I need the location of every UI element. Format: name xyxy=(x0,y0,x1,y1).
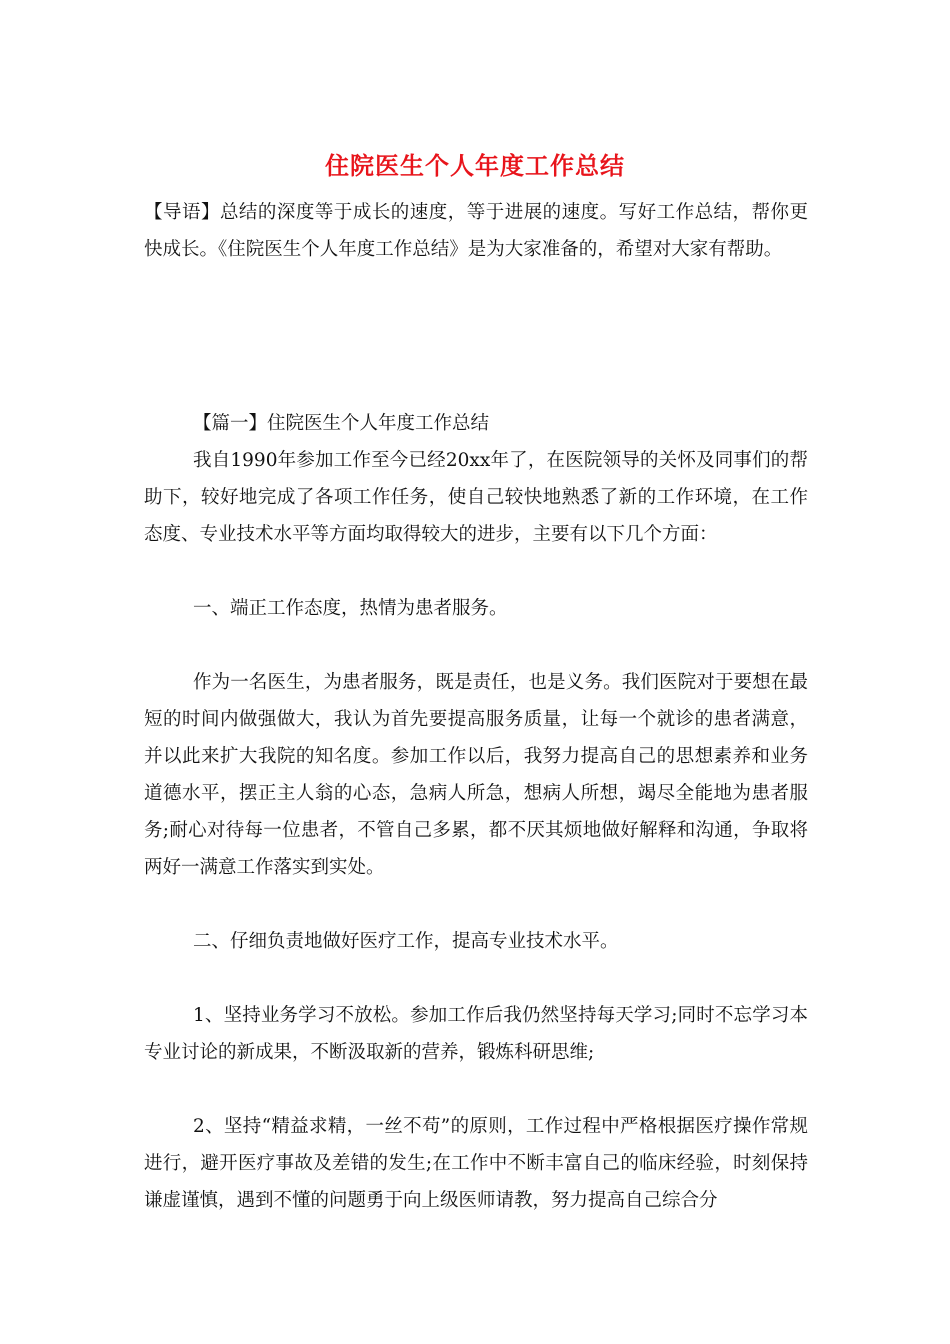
paragraph-spacer xyxy=(144,886,808,923)
paragraph-spacer xyxy=(144,960,808,997)
paragraph-spacer xyxy=(144,627,808,664)
chapter-heading: 【篇一】住院医生个人年度工作总结 xyxy=(193,413,490,434)
body-paragraph: 作为一名医生，为患者服务，既是责任，也是义务。我们医院对于要想在最短的时间内做强做大，我认为首先要提高服务质量，让每一个就诊的患者满意，并以此来扩大我院的知名度。参加工作以后，我努力提高自己的思想素养和业务道德水平，摆正主人翁的心态，急病人所急，想病人所想，竭尽全能地为患者服务;耐心对待每一位患者，不管自己多累，都不厌其烦地做好解释和沟通，争取将两好一满意工作落实到实处。 xyxy=(144,672,808,878)
intro-paragraph: 【导语】总结的深度等于成长的速度，等于进展的速度。写好工作总结，帮你更快成长。《住院医生个人年度工作总结》是为大家准备的，希望对大家有帮助。 xyxy=(144,202,808,260)
body-paragraph: 2、坚持“精益求精，一丝不苟”的原则，工作过程中严格根据医疗操作常规进行，避开医疗事故及差错的发生;在工作中不断丰富自己的临床经验，时刻保持谦虚谨慎，遇到不懂的问题勇于向上级医师请教，努力提高自己综合分 xyxy=(144,1116,808,1211)
section-heading: 一、端正工作态度，热情为患者服务。 xyxy=(193,598,508,619)
document-body xyxy=(144,405,808,1219)
section-heading: 二、仔细负责地做好医疗工作，提高专业技术水平。 xyxy=(193,931,619,952)
paragraph-spacer xyxy=(144,553,808,590)
paragraph-spacer xyxy=(144,1071,808,1108)
body-paragraph: 我自1990年参加工作至今已经20xx年了，在医院领导的关怀及同事们的帮助下，较好地完成了各项工作任务，使自己较快地熟悉了新的工作环境，在工作态度、专业技术水平等方面均取得较大的进步，主要有以下几个方面： xyxy=(144,450,808,545)
body-paragraph: 1、坚持业务学习不放松。参加工作后我仍然坚持每天学习;同时不忘学习本专业讨论的新成果，不断汲取新的营养，锻炼科研思维; xyxy=(144,1005,808,1063)
document-title: 住院医生个人年度工作总结 xyxy=(325,151,625,180)
